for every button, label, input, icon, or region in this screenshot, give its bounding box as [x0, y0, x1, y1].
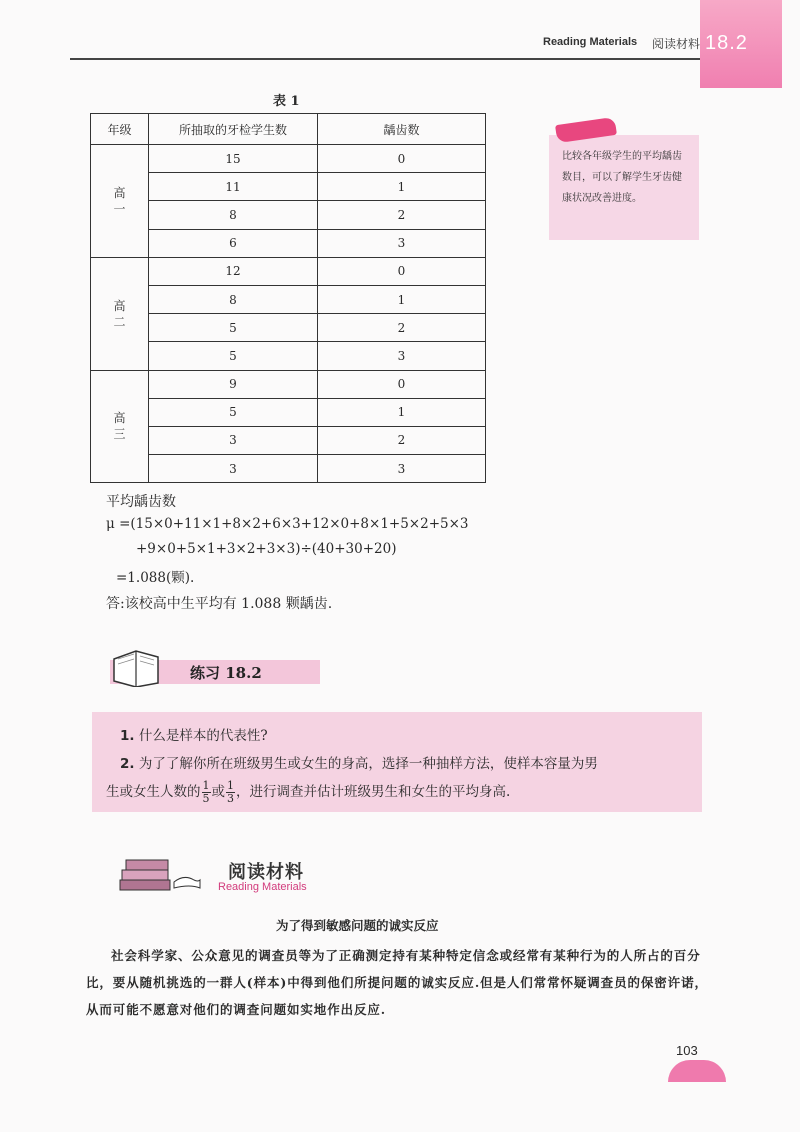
question-1	[120, 724, 268, 744]
page-tab	[668, 1060, 726, 1082]
table-row	[91, 229, 486, 257]
page-number: 103	[676, 1043, 698, 1058]
formula-line-3: =1.088(颗).	[116, 570, 195, 586]
count-cell: 8	[149, 201, 318, 229]
table-row	[91, 201, 486, 229]
header-rule	[70, 58, 700, 60]
reading-title-en: Reading Materials	[218, 881, 307, 893]
count-cell: 3	[149, 426, 318, 454]
question-2-text: 为了了解你所在班级男生或女生的身高，选择一种抽样方法，使样本容量为男	[134, 756, 598, 772]
formula-line-2: +9×0+5×1+3×2+3×3)÷(40+30+20)	[136, 541, 397, 557]
reading-title-cn: 阅读材料	[228, 862, 304, 883]
count-cell: 5	[149, 398, 318, 426]
question-2-or: 或	[211, 784, 225, 800]
header-section-number: 18.2	[705, 32, 748, 54]
fraction-one-third	[226, 780, 235, 805]
caries-cell: 3	[318, 342, 486, 370]
header-title-en: Reading Materials	[543, 36, 638, 48]
grade-cell	[91, 257, 149, 370]
header-title-cn: 阅读材料	[652, 37, 701, 51]
formula-answer: 答:该校高中生平均有 1.088 颗龋齿.	[106, 596, 333, 612]
table-row	[91, 257, 486, 285]
fraction-numerator: 1	[227, 779, 234, 792]
table-row	[91, 314, 486, 342]
question-2-continued	[106, 780, 510, 805]
grade-label: 高二	[113, 298, 126, 329]
question-2-cont-b: ，进行调查并估计班级男生和女生的平均身高.	[236, 784, 511, 800]
table-header-row	[91, 114, 486, 145]
header-count: 所抽取的牙检学生数	[149, 114, 318, 145]
caries-cell: 0	[318, 257, 486, 285]
caries-cell: 2	[318, 314, 486, 342]
grade-label: 高一	[113, 185, 126, 216]
table-row	[91, 426, 486, 454]
data-table	[90, 113, 486, 483]
caries-cell: 1	[318, 173, 486, 201]
fraction-denominator: 5	[202, 792, 210, 805]
question-1-text: 什么是样本的代表性?	[134, 728, 268, 744]
table-row	[91, 173, 486, 201]
book-icon	[110, 645, 162, 687]
reading-body: 社会科学家、公众意见的调查员等为了正确测定持有某种特定信念或经常有某种行为的人所占的百分比，要从随机挑选的一群人(样本)中得到他们所提问题的诚实反应.但是人们常常怀疑调查员的保密许诺，从而可能不愿意对他们的调查问题如实地作出反应.	[86, 948, 708, 1017]
caries-cell: 0	[318, 370, 486, 398]
caries-cell: 0	[318, 145, 486, 173]
count-cell: 9	[149, 370, 318, 398]
fraction-denominator: 3	[227, 792, 234, 805]
table-row	[91, 398, 486, 426]
count-cell: 6	[149, 229, 318, 257]
count-cell: 8	[149, 285, 318, 313]
exercise-title: 练习 18.2	[190, 664, 262, 682]
count-cell: 3	[149, 455, 318, 483]
table-row	[91, 145, 486, 173]
grade-label: 高三	[113, 411, 126, 442]
caries-cell: 3	[318, 455, 486, 483]
books-stack-icon	[118, 848, 202, 892]
table-caption: 表 1	[273, 94, 300, 109]
reading-heading: 为了得到敏感问题的诚实反应	[276, 918, 439, 933]
table-row	[91, 285, 486, 313]
question-2-cont-a: 生或女生人数的	[106, 784, 201, 800]
fraction-one-fifth	[202, 780, 211, 805]
table-row	[91, 370, 486, 398]
count-cell: 12	[149, 257, 318, 285]
header-caries: 龋齿数	[318, 114, 486, 145]
formula-line-1: μ =(15×0+11×1+8×2+6×3+12×0+8×1+5×2+5×3	[106, 516, 469, 532]
fraction-numerator: 1	[202, 779, 210, 792]
grade-cell	[91, 370, 149, 483]
table-row	[91, 455, 486, 483]
count-cell: 5	[149, 342, 318, 370]
question-2-number: 2.	[120, 756, 135, 772]
count-cell: 15	[149, 145, 318, 173]
count-cell: 5	[149, 314, 318, 342]
formula-label: 平均龋齿数	[106, 494, 176, 510]
count-cell: 11	[149, 173, 318, 201]
caries-cell: 1	[318, 285, 486, 313]
table-row	[91, 342, 486, 370]
caries-cell: 2	[318, 201, 486, 229]
caries-cell: 1	[318, 398, 486, 426]
header-grade: 年级	[91, 114, 149, 145]
grade-cell	[91, 145, 149, 258]
question-1-number: 1.	[120, 728, 135, 744]
caries-cell: 2	[318, 426, 486, 454]
side-note-text: 比较各年级学生的平均龋齿数目，可以了解学生牙齿健康状况改善进度。	[562, 151, 682, 204]
caries-cell: 3	[318, 229, 486, 257]
question-2	[120, 752, 598, 772]
